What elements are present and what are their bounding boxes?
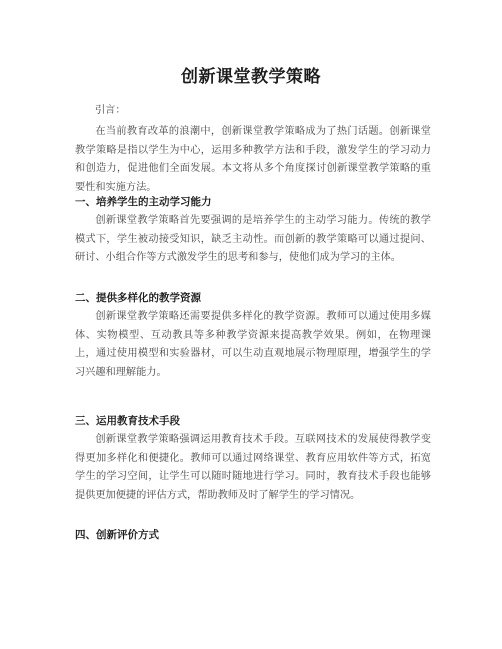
section-1-paragraph: 创新课堂教学策略首先要强调的是培养学生的主动学习能力。传统的教学模式下，学生被动接受知识，缺乏主动性。而创新的教学策略可以通过提问、研讨、小组合作等方式激发学生的思考和参与，使他们成为学习的主体。 (75, 215, 431, 263)
section-2-paragraph: 创新课堂教学策略还需要提供多样化的教学资源。教师可以通过使用多媒体、实物模型、互动教具等多种教学资源来提高教学效果。例如，在物理课上，通过使用模型和实验器材，可以生动直观地展示物理原理，增强学生的学习兴趣和理解能力。 (75, 311, 431, 378)
section-2-heading: 二、提供多样化的教学资源 (75, 292, 201, 304)
intro-paragraph: 在当前教育改革的浪潮中，创新课堂教学策略成为了热门话题。创新课堂教学策略是指以学生为中心，运用多种教学方法和手段，激发学生的学习动力和创造力，促进他们全面发展。本文将从多个角度探讨创新课堂教学策略的重要性和实施方法。 (75, 126, 431, 193)
intro-label: 引言： (95, 105, 126, 116)
section-1-heading: 一、培养学生的主动学习能力 (75, 196, 212, 208)
section-4-heading: 四、创新评价方式 (75, 529, 159, 541)
document-title: 创新课堂教学策略 (181, 67, 321, 87)
section-3-paragraph: 创新课堂教学策略强调运用教育技术手段。互联网技术的发展使得教学变得更加多样化和便捷化。教师可以通过网络课堂、教育应用软件等方式，拓宽学生的学习空间，让学生可以随时随地进行学习。同时，教育技术手段也能够提供更加便捷的评估方式，帮助教师及时了解学生的学习情况。 (75, 434, 431, 501)
section-3-heading: 三、运用教育技术手段 (75, 415, 180, 427)
